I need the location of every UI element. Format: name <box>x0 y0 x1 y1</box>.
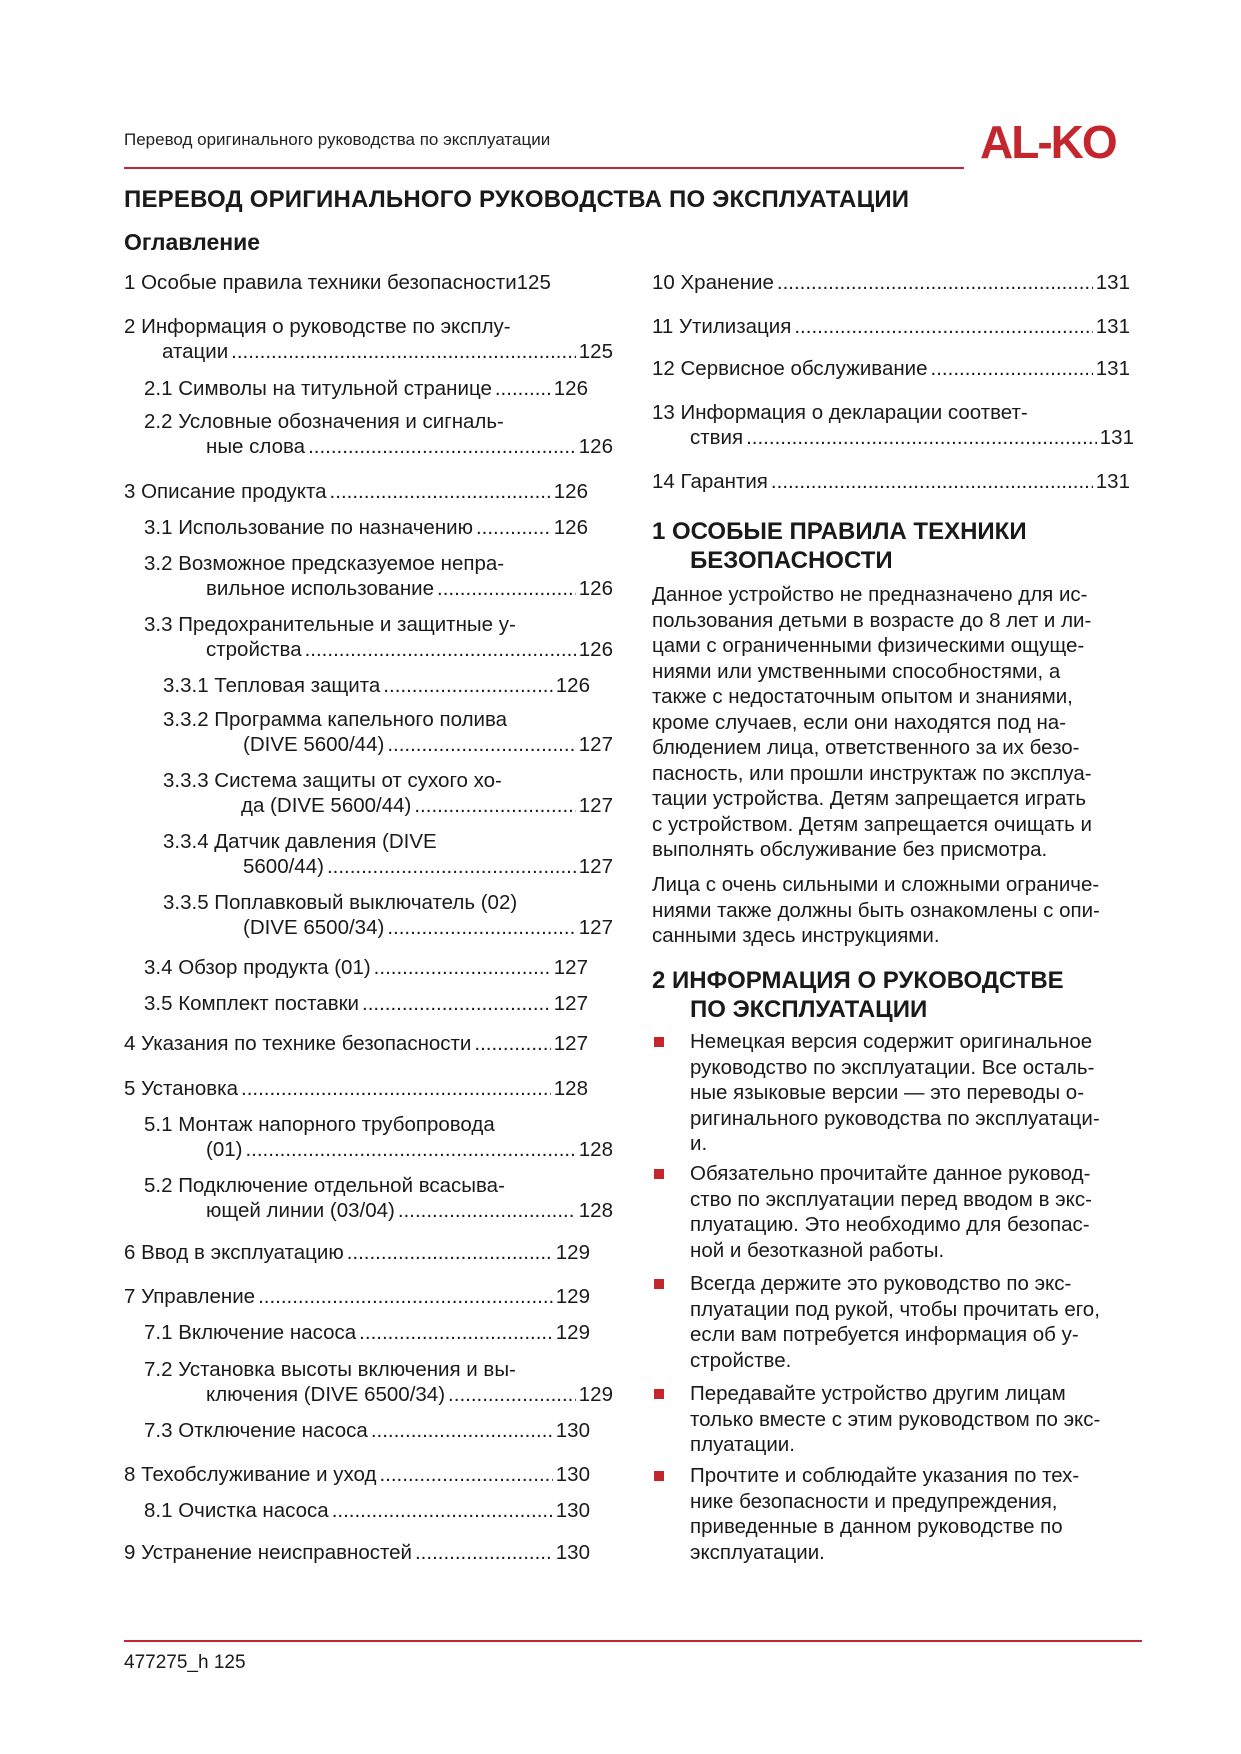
toc-heading: Оглавление <box>124 229 261 255</box>
toc-entry[interactable]: 3.3.1 Тепловая защита ..... 126 <box>163 673 590 698</box>
toc-entry[interactable]: 8.1 Очистка насоса ..... 130 <box>144 1498 590 1523</box>
toc-entry[interactable]: 9 Устранение неисправностей ..... 130 <box>124 1540 590 1565</box>
footer-divider <box>124 1640 1142 1642</box>
bullet-item: Немецкая версия содержит оригинальное руководство по эксплуатации. Все осталь- ные языковые версии — это переводы о- ригинального руководства по эксплуатаци- и. <box>652 1029 1147 1157</box>
toc-entry[interactable]: 3.4 Обзор продукта (01) ..... 127 <box>144 955 588 980</box>
toc-entry[interactable]: 4 Указания по технике безопасности ..... 127 <box>124 1031 588 1056</box>
toc-entry[interactable]: 3.3 Предохранительные и защитные у- стройства ..... 126 <box>144 612 613 662</box>
toc-entry[interactable]: 8 Техобслуживание и уход ..... 130 <box>124 1462 590 1487</box>
header-divider <box>124 167 964 169</box>
toc-entry[interactable]: 3 Описание продукта ..... 126 <box>124 479 588 504</box>
toc-entry[interactable]: 3.3.3 Система защиты от сухого хо- да (DIVE 5600/44) ..... 127 <box>163 768 613 818</box>
toc-entry[interactable]: 1 Особые правила техники безопасности 125 <box>124 271 551 294</box>
section-1-paragraph: Данное устройство не предназначено для ис- пользования детьми в возрасте до 8 лет и ли- цами с ограниченными физическими ощуще- ниями или умственными способностями, а также с недостаточным опытом и знаниями, кроме случаев, если они находятся под на- блюдением лица, ответственного за их безо- пасность, или прошли инструктаж по эксплуа- тации устройства. Детям запрещается играть с устройством. Детям запрещается очищать и выполнять обслуживание без присмотра. <box>652 583 1092 861</box>
bullet-item: Передавайте устройство другим лицам только вместе с этим руководством по экс- плуатации. <box>652 1381 1147 1458</box>
toc-entry[interactable]: 14 Гарантия ..... 131 <box>652 469 1130 494</box>
toc-entry[interactable]: 3.2 Возможное предсказуемое непра- вильное использование ..... 126 <box>144 551 613 601</box>
alko-logo <box>980 118 1140 164</box>
bullet-square-icon <box>654 1279 664 1289</box>
toc-entry[interactable]: 2 Информация о руководстве по эксплу- атации ..... 125 <box>124 314 613 364</box>
toc-entry[interactable]: 5 Установка ..... 128 <box>124 1076 588 1101</box>
toc-entry[interactable]: 7 Управление ..... 129 <box>124 1284 590 1309</box>
toc-entry[interactable]: 13 Информация о декларации соответ- ствия ..... 131 <box>652 400 1134 450</box>
toc-entry[interactable]: 3.3.4 Датчик давления (DIVE 5600/44) ..... 127 <box>163 829 613 879</box>
svg-text:AL-KO: AL-KO <box>980 118 1116 164</box>
section-1-paragraph: Лица с очень сильными и сложными ограниче- ниями также должны быть ознакомлены с опи- санными здесь инструкциями. <box>652 873 1100 947</box>
toc-entry[interactable]: 7.2 Установка высоты включения и вы- ключения (DIVE 6500/34) ..... 129 <box>144 1357 613 1407</box>
toc-entry[interactable]: 7.1 Включение насоса ..... 129 <box>144 1320 590 1345</box>
toc-entry[interactable]: 5.1 Монтаж напорного трубопровода (01) ..... 128 <box>144 1112 613 1162</box>
bullet-square-icon <box>654 1471 664 1481</box>
header-title: Перевод оригинального руководства по эксплуатации <box>124 130 551 149</box>
bullet-item: Обязательно прочитайте данное руковод- ство по эксплуатации перед вводом в экс- плуатацию. Это необходимо для безопас- ной и безотказной работы. <box>652 1161 1147 1263</box>
toc-entry[interactable]: 3.5 Комплект поставки ..... 127 <box>144 991 588 1016</box>
bullet-square-icon <box>654 1389 664 1399</box>
section-1-title: 1 ОСОБЫЕ ПРАВИЛА ТЕХНИКИ БЕЗОПАСНОСТИ <box>652 518 1027 574</box>
page-title: ПЕРЕВОД ОРИГИНАЛЬНОГО РУКОВОДСТВА ПО ЭКСПЛУАТАЦИИ <box>124 186 910 213</box>
toc-entry[interactable]: 3.3.2 Программа капельного полива (DIVE 5600/44) ..... 127 <box>163 707 613 757</box>
toc-entry[interactable]: 2.2 Условные обозначения и сигналь- ные слова ..... 126 <box>144 409 613 459</box>
toc-entry[interactable]: 7.3 Отключение насоса ..... 130 <box>144 1418 590 1443</box>
section-2-title: 2 ИНФОРМАЦИЯ О РУКОВОДСТВЕ ПО ЭКСПЛУАТАЦИИ <box>652 967 1064 1023</box>
toc-entry[interactable]: 11 Утилизация ..... 131 <box>652 314 1130 339</box>
bullet-item: Прочтите и соблюдайте указания по тех- нике безопасности и предупреждения, приведенные в данном руководстве по эксплуатации. <box>652 1463 1147 1565</box>
bullet-item: Всегда держите это руководство по экс- плуатации под рукой, чтобы прочитать его, если вам потребуется информация об у- стройстве. <box>652 1271 1147 1373</box>
toc-entry[interactable]: 3.1 Использование по назначению ..... 126 <box>144 515 588 540</box>
toc-entry[interactable]: 12 Сервисное обслуживание ..... 131 <box>652 356 1130 381</box>
toc-entry[interactable]: 10 Хранение ..... 131 <box>652 270 1130 295</box>
footer-page-number: 477275_h 125 <box>124 1652 246 1673</box>
toc-entry[interactable]: 2.1 Символы на титульной странице ..... 126 <box>144 376 588 401</box>
toc-entry[interactable]: 6 Ввод в эксплуатацию ..... 129 <box>124 1240 590 1265</box>
bullet-square-icon <box>654 1037 664 1047</box>
toc-entry[interactable]: 3.3.5 Поплавковый выключатель (02) (DIVE 6500/34) ..... 127 <box>163 890 613 940</box>
bullet-square-icon <box>654 1169 664 1179</box>
toc-entry[interactable]: 5.2 Подключение отдельной всасыва- ющей линии (03/04) ..... 128 <box>144 1173 613 1223</box>
